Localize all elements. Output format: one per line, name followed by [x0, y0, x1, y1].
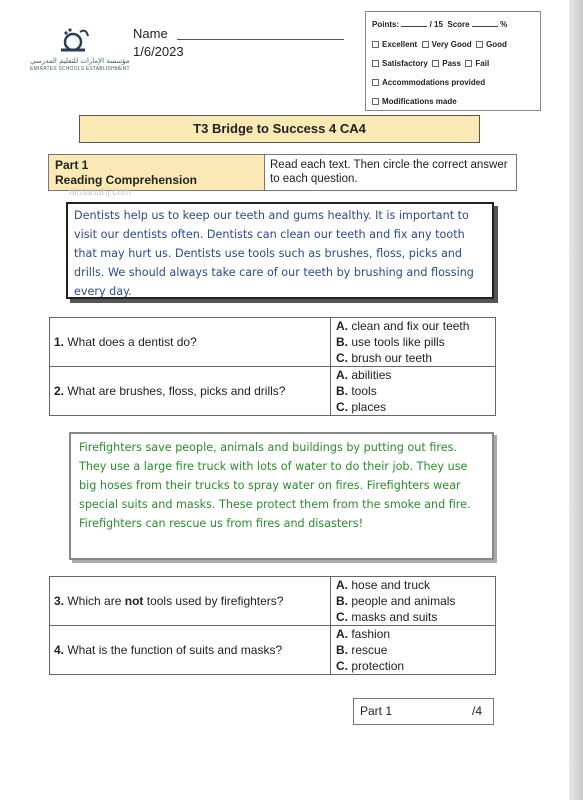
instructions-text: Read each text. Then circle the correct answer to each question.	[270, 159, 508, 185]
modifications-checkbox[interactable]	[372, 98, 379, 105]
firefighter-passage: Firefighters save people, animals and buildings by putting out fires. They use a large fire truck with lots of water to do their job. They use big hoses from their trucks to spray water on fires. Firefighters wear special suits and masks. These protect them from the smoke and fire. Firefighters can rescue us from fires and disasters!	[69, 432, 494, 560]
score-box	[365, 11, 541, 111]
part-label: Part 1	[55, 158, 89, 172]
question-text: What are brushes, floss, picks and drills?	[67, 384, 286, 398]
accommodations-checkbox[interactable]	[372, 79, 379, 86]
satisfactory-label: Satisfactory	[382, 59, 428, 68]
points-row	[372, 20, 507, 29]
points-label: Points:	[372, 20, 400, 29]
rating-row-1	[372, 40, 507, 49]
pass-checkbox[interactable]	[432, 60, 439, 67]
assessment-title: T3 Bridge to Success 4 CA4	[79, 115, 480, 143]
question-number: 3.	[54, 594, 65, 608]
score-label: Score	[447, 20, 470, 29]
part-label-cell	[49, 155, 265, 190]
question-row	[50, 318, 496, 367]
very-good-checkbox[interactable]	[422, 41, 429, 48]
option-c[interactable]: C. places	[336, 400, 387, 414]
question-1-text	[50, 318, 331, 367]
question-row	[50, 577, 496, 626]
rating-row-2	[372, 59, 489, 68]
score-blank[interactable]	[472, 26, 498, 27]
satisfactory-checkbox[interactable]	[372, 60, 379, 67]
accommodations-row	[372, 78, 485, 87]
question-1-options	[331, 318, 496, 367]
logo-arabic-text: مؤسسة الإمارات للتعليم المدرسي	[30, 57, 130, 65]
option-a[interactable]: A. fashion	[336, 627, 391, 641]
question-text: What is the function of suits and masks?	[67, 643, 283, 657]
option-b[interactable]: B. rescue	[336, 643, 388, 657]
part-score-box	[353, 698, 494, 725]
modifications-label: Modifications made	[382, 97, 457, 106]
question-row	[50, 626, 496, 675]
question-4-text	[50, 626, 331, 675]
page-edge	[569, 0, 583, 800]
questions-table-1	[49, 317, 496, 416]
option-b[interactable]: B. tools	[336, 384, 377, 398]
option-c[interactable]: C. masks and suits	[336, 610, 438, 624]
very-good-label: Very Good	[431, 40, 472, 49]
footer-score: /4	[472, 704, 483, 718]
question-number: 1.	[54, 335, 65, 349]
question-number: 4.	[54, 643, 65, 657]
excellent-checkbox[interactable]	[372, 41, 379, 48]
logo-english-text: EMIRATES SCHOOLS ESTABLISHMENT	[30, 66, 130, 72]
fail-checkbox[interactable]	[465, 60, 472, 67]
question-text-after: tools used by firefighters?	[146, 594, 284, 608]
good-label: Good	[486, 40, 507, 49]
points-blank[interactable]	[401, 26, 427, 27]
option-b[interactable]: B. use tools like pills	[336, 335, 445, 349]
date-text: 1/6/2023	[133, 44, 184, 59]
question-2-text	[50, 367, 331, 416]
option-a[interactable]: A. abilities	[336, 368, 392, 382]
watermark-text: almanahj.com	[69, 187, 132, 198]
dentist-passage: Dentists help us to keep our teeth and gums healthy. It is important to visit our dentists often. Dentists can clean our teeth and fix any tooth that may hurt us. Dentists use tools such as brushes, floss, picks and drills. We should always take care of our teeth by brushing and flossing every day.	[66, 202, 494, 299]
option-a[interactable]: A. clean and fix our teeth	[336, 319, 470, 333]
modifications-row	[372, 97, 457, 106]
questions-table-2	[49, 576, 496, 675]
pass-label: Pass	[442, 59, 461, 68]
question-text-before: Which are	[67, 594, 122, 608]
name-label: Name	[133, 26, 168, 41]
part-header	[48, 154, 517, 191]
score-unit: %	[500, 20, 508, 29]
option-a[interactable]: A. hose and truck	[336, 578, 431, 592]
option-c[interactable]: C. brush our teeth	[336, 351, 433, 365]
option-b[interactable]: B. people and animals	[336, 594, 456, 608]
question-number: 2.	[54, 384, 65, 398]
accommodations-label: Accommodations provided	[382, 78, 486, 87]
footer-part-label: Part 1	[360, 704, 393, 718]
question-text-bold: not	[124, 594, 144, 608]
question-3-text	[50, 577, 331, 626]
option-c[interactable]: C. protection	[336, 659, 405, 673]
fail-label: Fail	[475, 59, 490, 68]
question-2-options	[331, 367, 496, 416]
question-text: What does a dentist do?	[67, 335, 197, 349]
name-field[interactable]	[177, 39, 344, 40]
excellent-label: Excellent	[382, 40, 418, 49]
question-3-options	[331, 577, 496, 626]
question-4-options	[331, 626, 496, 675]
question-row	[50, 367, 496, 416]
points-total: / 15	[429, 20, 443, 29]
section-title: Reading Comprehension	[55, 173, 198, 187]
good-checkbox[interactable]	[476, 41, 483, 48]
